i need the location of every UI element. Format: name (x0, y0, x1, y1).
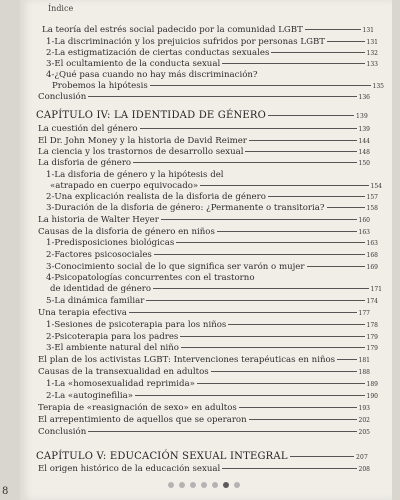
toc-entry (20, 203, 378, 215)
toc-entry (20, 250, 378, 262)
toc-entry-title: El arrepentimiento de aquellos que se operaron (38, 415, 247, 425)
toc-entry-page: 133 (366, 61, 378, 68)
carousel-dot[interactable] (212, 482, 218, 488)
carousel-dot[interactable] (179, 482, 185, 488)
toc-entry-title: 5-La dinámica familiar (46, 296, 145, 306)
toc-entry-page: 188 (358, 369, 370, 376)
toc-entry-page: 208 (358, 466, 370, 473)
toc-entry (20, 215, 370, 227)
toc-entry-page: 207 (355, 454, 368, 461)
toc-entry (20, 367, 370, 379)
toc-chapter-heading (20, 451, 368, 463)
toc-leader-line (140, 128, 357, 129)
carousel-indicator (168, 482, 240, 488)
toc-leader-line (211, 371, 357, 372)
toc-leader-line (249, 419, 357, 420)
toc-leader-line (200, 185, 368, 186)
toc-entry (20, 355, 370, 367)
toc-entry-page: 131 (366, 39, 378, 46)
toc-entry (20, 124, 370, 136)
toc-entry (20, 379, 378, 391)
toc-leader-line (217, 231, 357, 232)
toc-entry-title: 1-La discriminación y los prejuicios sufridos por personas LGBT (46, 37, 326, 47)
toc-entry-page: 131 (362, 27, 374, 34)
toc-leader-line (337, 359, 356, 360)
toc-entry-title: El Dr. John Money y la historia de David Reimer (38, 136, 247, 146)
toc-entry (20, 158, 370, 170)
toc-entry-page: 163 (366, 240, 378, 247)
toc-leader-line (153, 288, 368, 289)
toc-entry-page: 189 (366, 381, 378, 388)
toc-leader-line (327, 41, 365, 42)
toc-leader-line (154, 254, 365, 255)
toc-leader-line (133, 162, 356, 163)
toc-entry-page: 157 (366, 194, 378, 201)
toc-entry-page: 139 (358, 126, 370, 133)
toc-leader-line (222, 468, 356, 469)
toc-leader-line (271, 52, 364, 53)
toc-entry-page: 179 (366, 345, 378, 352)
toc-entry (20, 296, 378, 308)
toc-leader-line (290, 456, 354, 457)
toc-entry (20, 308, 370, 320)
toc-entry (20, 343, 378, 355)
toc-entry-page: 171 (370, 286, 382, 293)
toc-entry-title: 1-La «homosexualidad reprimida» (46, 379, 195, 389)
carousel-dot[interactable] (190, 482, 196, 488)
toc-leader-line (305, 29, 361, 30)
toc-entry-title: 1-Sesiones de psicoterapia para los niños (46, 320, 227, 330)
toc-entry-page: 160 (358, 217, 370, 224)
carousel-dot[interactable] (223, 482, 229, 488)
toc-entry-page: 168 (366, 252, 378, 259)
toc-leader-line (129, 312, 357, 313)
page-number: 8 (2, 486, 9, 497)
toc-entry-page: 202 (358, 417, 370, 424)
toc-entry-title: El origen histórico de la educación sexual (38, 464, 221, 474)
toc-entry (20, 427, 370, 439)
toc-chapter-heading (20, 110, 368, 122)
toc-entry-title: Conclusión (38, 427, 87, 437)
toc-entry (20, 415, 370, 427)
toc-entry-page: 139 (355, 113, 368, 120)
toc-entry-title: 1-Predisposiciones biológicas (46, 238, 175, 248)
toc-leader-line (161, 219, 357, 220)
toc-entry-title: 2-La «autoginefilia» (46, 391, 133, 401)
toc-entry-title: 2-La estigmatización de ciertas conductas sexuales (46, 48, 270, 58)
toc-entry (20, 92, 370, 104)
toc-entry-page: 181 (358, 357, 370, 364)
toc-leader-line (239, 407, 357, 408)
toc-entry-title: 3-El ambiente natural del niño (46, 343, 179, 353)
toc-entry-page: 169 (366, 264, 378, 271)
toc-entry-title: Una terapia efectiva (38, 308, 127, 318)
toc-entry-page: 163 (358, 229, 370, 236)
toc-leader-line (268, 115, 354, 116)
toc-leader-line (88, 431, 356, 432)
toc-leader-line (327, 207, 365, 208)
toc-leader-line (146, 300, 364, 301)
toc-entry (20, 238, 378, 250)
toc-entry-title: La historia de Walter Heyer (38, 215, 159, 225)
toc-entry-page: 205 (358, 429, 370, 436)
toc-entry-title: La cuestión del género (38, 124, 138, 134)
toc-leader-line (249, 140, 357, 141)
toc-entry-title: 4-¿Qué pasa cuando no hay más discriminación? (46, 70, 258, 80)
toc-leader-line (197, 383, 365, 384)
toc-entry (20, 25, 374, 37)
toc-entry-title: 1-La disforia de género y la hipótesis del (46, 170, 224, 180)
toc-entry-title: CAPÍTULO IV: LA IDENTIDAD DE GÉNERO (36, 110, 267, 121)
toc-leader-line (307, 266, 365, 267)
toc-entry-page: 135 (372, 83, 384, 90)
toc-leader-line (180, 336, 364, 337)
toc-entry-page: 148 (358, 149, 370, 156)
toc-leader-line (222, 63, 364, 64)
toc-entry-title: 2-Una explicación realista de la disforia de género (46, 192, 266, 202)
carousel-dot[interactable] (201, 482, 207, 488)
toc-entry-title: 3-Conocimiento social de lo que significa ser varón o mujer (46, 262, 305, 272)
toc-entry-page: 193 (358, 405, 370, 412)
toc-leader-line (135, 395, 365, 396)
toc-entry-page: 150 (358, 160, 370, 167)
toc-entry-page: 158 (366, 205, 378, 212)
toc-entry-page: 178 (366, 322, 378, 329)
toc-entry-title: La teoría del estrés social padecido por la comunidad LGBT (42, 25, 303, 35)
toc-entry-title: CAPÍTULO V: EDUCACIÓN SEXUAL INTEGRAL (36, 451, 288, 462)
toc-leader-line (245, 151, 356, 152)
toc-entry (20, 391, 378, 403)
toc-entry-title: La disforia de género (38, 158, 132, 168)
toc-entry-title: 2-Factores psicosociales (46, 250, 152, 260)
toc-entry-title: 4-Psicopatologías concurrentes con el trastorno (46, 273, 255, 283)
toc-entry-page: 136 (358, 94, 370, 101)
toc-entry-page: 174 (366, 298, 378, 305)
toc-entry-page: 154 (370, 183, 382, 190)
running-header: Índice (48, 4, 74, 13)
carousel-dot[interactable] (168, 482, 174, 488)
toc-entry-title: Causas de la disforia de género en niños (38, 227, 215, 237)
toc-entry-title: 3-El ocultamiento de la conducta sexual (46, 59, 221, 69)
toc-leader-line (181, 347, 365, 348)
toc-entry-title: Terapia de «reasignación de sexo» en adultos (38, 403, 237, 413)
toc-entry (20, 464, 370, 476)
carousel-dot[interactable] (234, 482, 240, 488)
toc-entry (20, 284, 382, 296)
toc-entry-page: 144 (358, 138, 370, 145)
toc-entry-title: Probemos la hipótesis (52, 81, 148, 91)
toc-entry-title: El plan de los activistas LGBT: Intervenciones terapéuticas en niños (38, 355, 336, 365)
toc-leader-line (150, 85, 371, 86)
toc-entry-title: de identidad de género (50, 284, 152, 294)
toc-entry-title: La ciencia y los trastornos de desarrollo sexual (38, 147, 244, 157)
book-page (20, 0, 392, 500)
toc-entry-title: 3-Duración de la disforia de género: ¿Permanente o transitoria? (46, 203, 325, 213)
toc-entry-title: 2-Psicoterapia para los padres (46, 332, 179, 342)
toc-entry-title: Causas de la transexualidad en adultos (38, 367, 209, 377)
toc-entry-title: «atrapado en cuerpo equivocado» (50, 181, 199, 191)
toc-entry (20, 403, 370, 415)
toc-entry-page: 132 (366, 50, 378, 57)
toc-entry-page: 177 (358, 310, 370, 317)
toc-leader-line (88, 96, 356, 97)
toc-leader-line (228, 324, 364, 325)
toc-leader-line (176, 242, 364, 243)
toc-entry (20, 320, 378, 332)
toc-entry-page: 179 (366, 334, 378, 341)
toc-leader-line (268, 196, 365, 197)
toc-entry-title: Conclusión (38, 92, 87, 102)
toc-entry-page: 190 (366, 393, 378, 400)
